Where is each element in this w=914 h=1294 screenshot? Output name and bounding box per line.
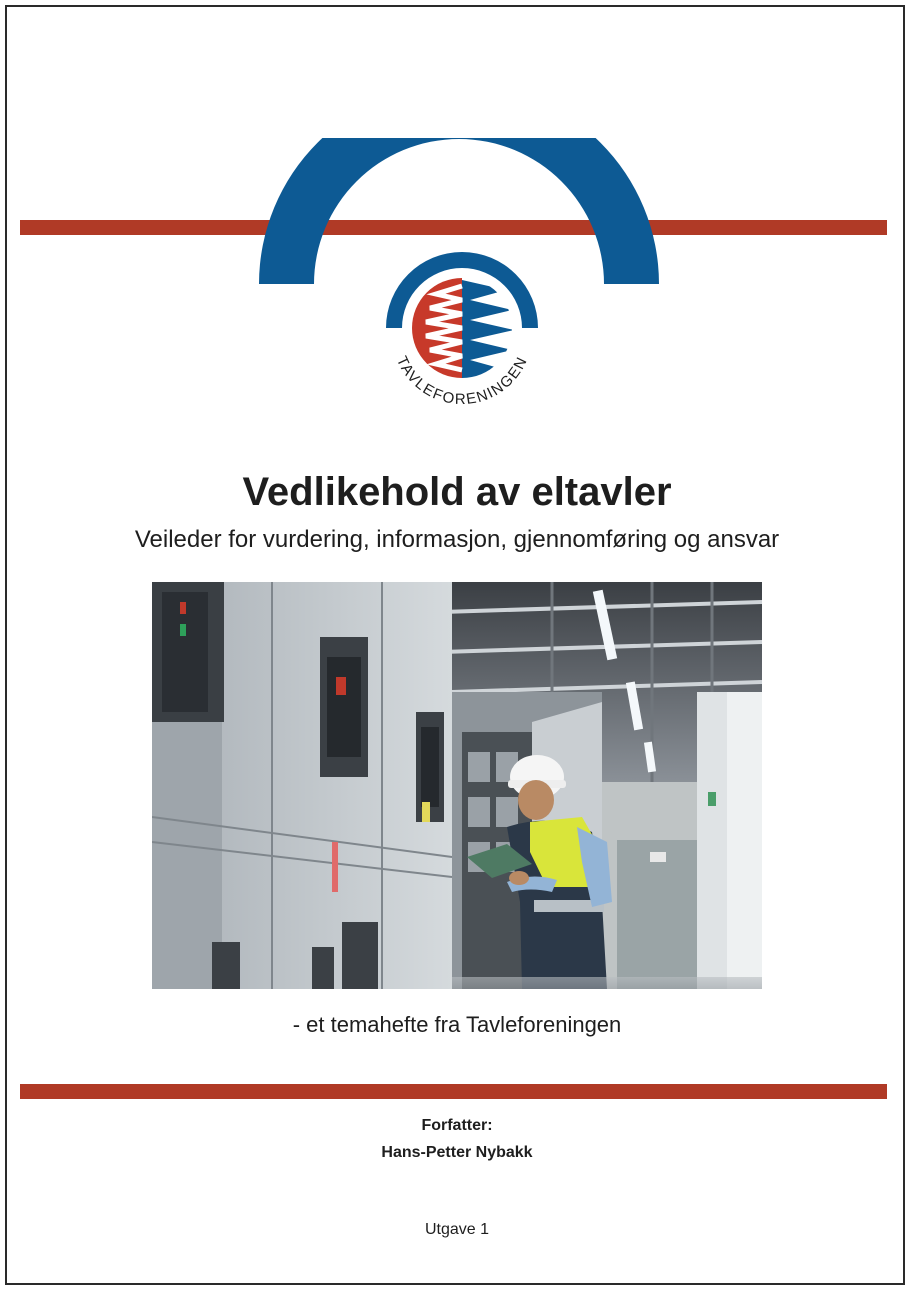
document-subtitle: Veileder for vurdering, informasjon, gjennomføring og ansvar — [134, 526, 780, 553]
tavleforeningen-logo-icon — [380, 252, 544, 416]
tagline: - et temahefte fra Tavleforeningen — [292, 1012, 622, 1037]
author-name: Hans-Petter Nybakk — [381, 1144, 533, 1161]
technician-switchgear-photo — [152, 582, 762, 989]
document-title: Vedlikehold av eltavler — [242, 470, 672, 514]
edition-label: Utgave 1 — [424, 1221, 490, 1238]
author-label: Forfatter: — [421, 1117, 493, 1134]
bottom-divider-bar — [20, 1084, 887, 1099]
logo-text: TAVLEFORENINGEN — [392, 353, 532, 409]
